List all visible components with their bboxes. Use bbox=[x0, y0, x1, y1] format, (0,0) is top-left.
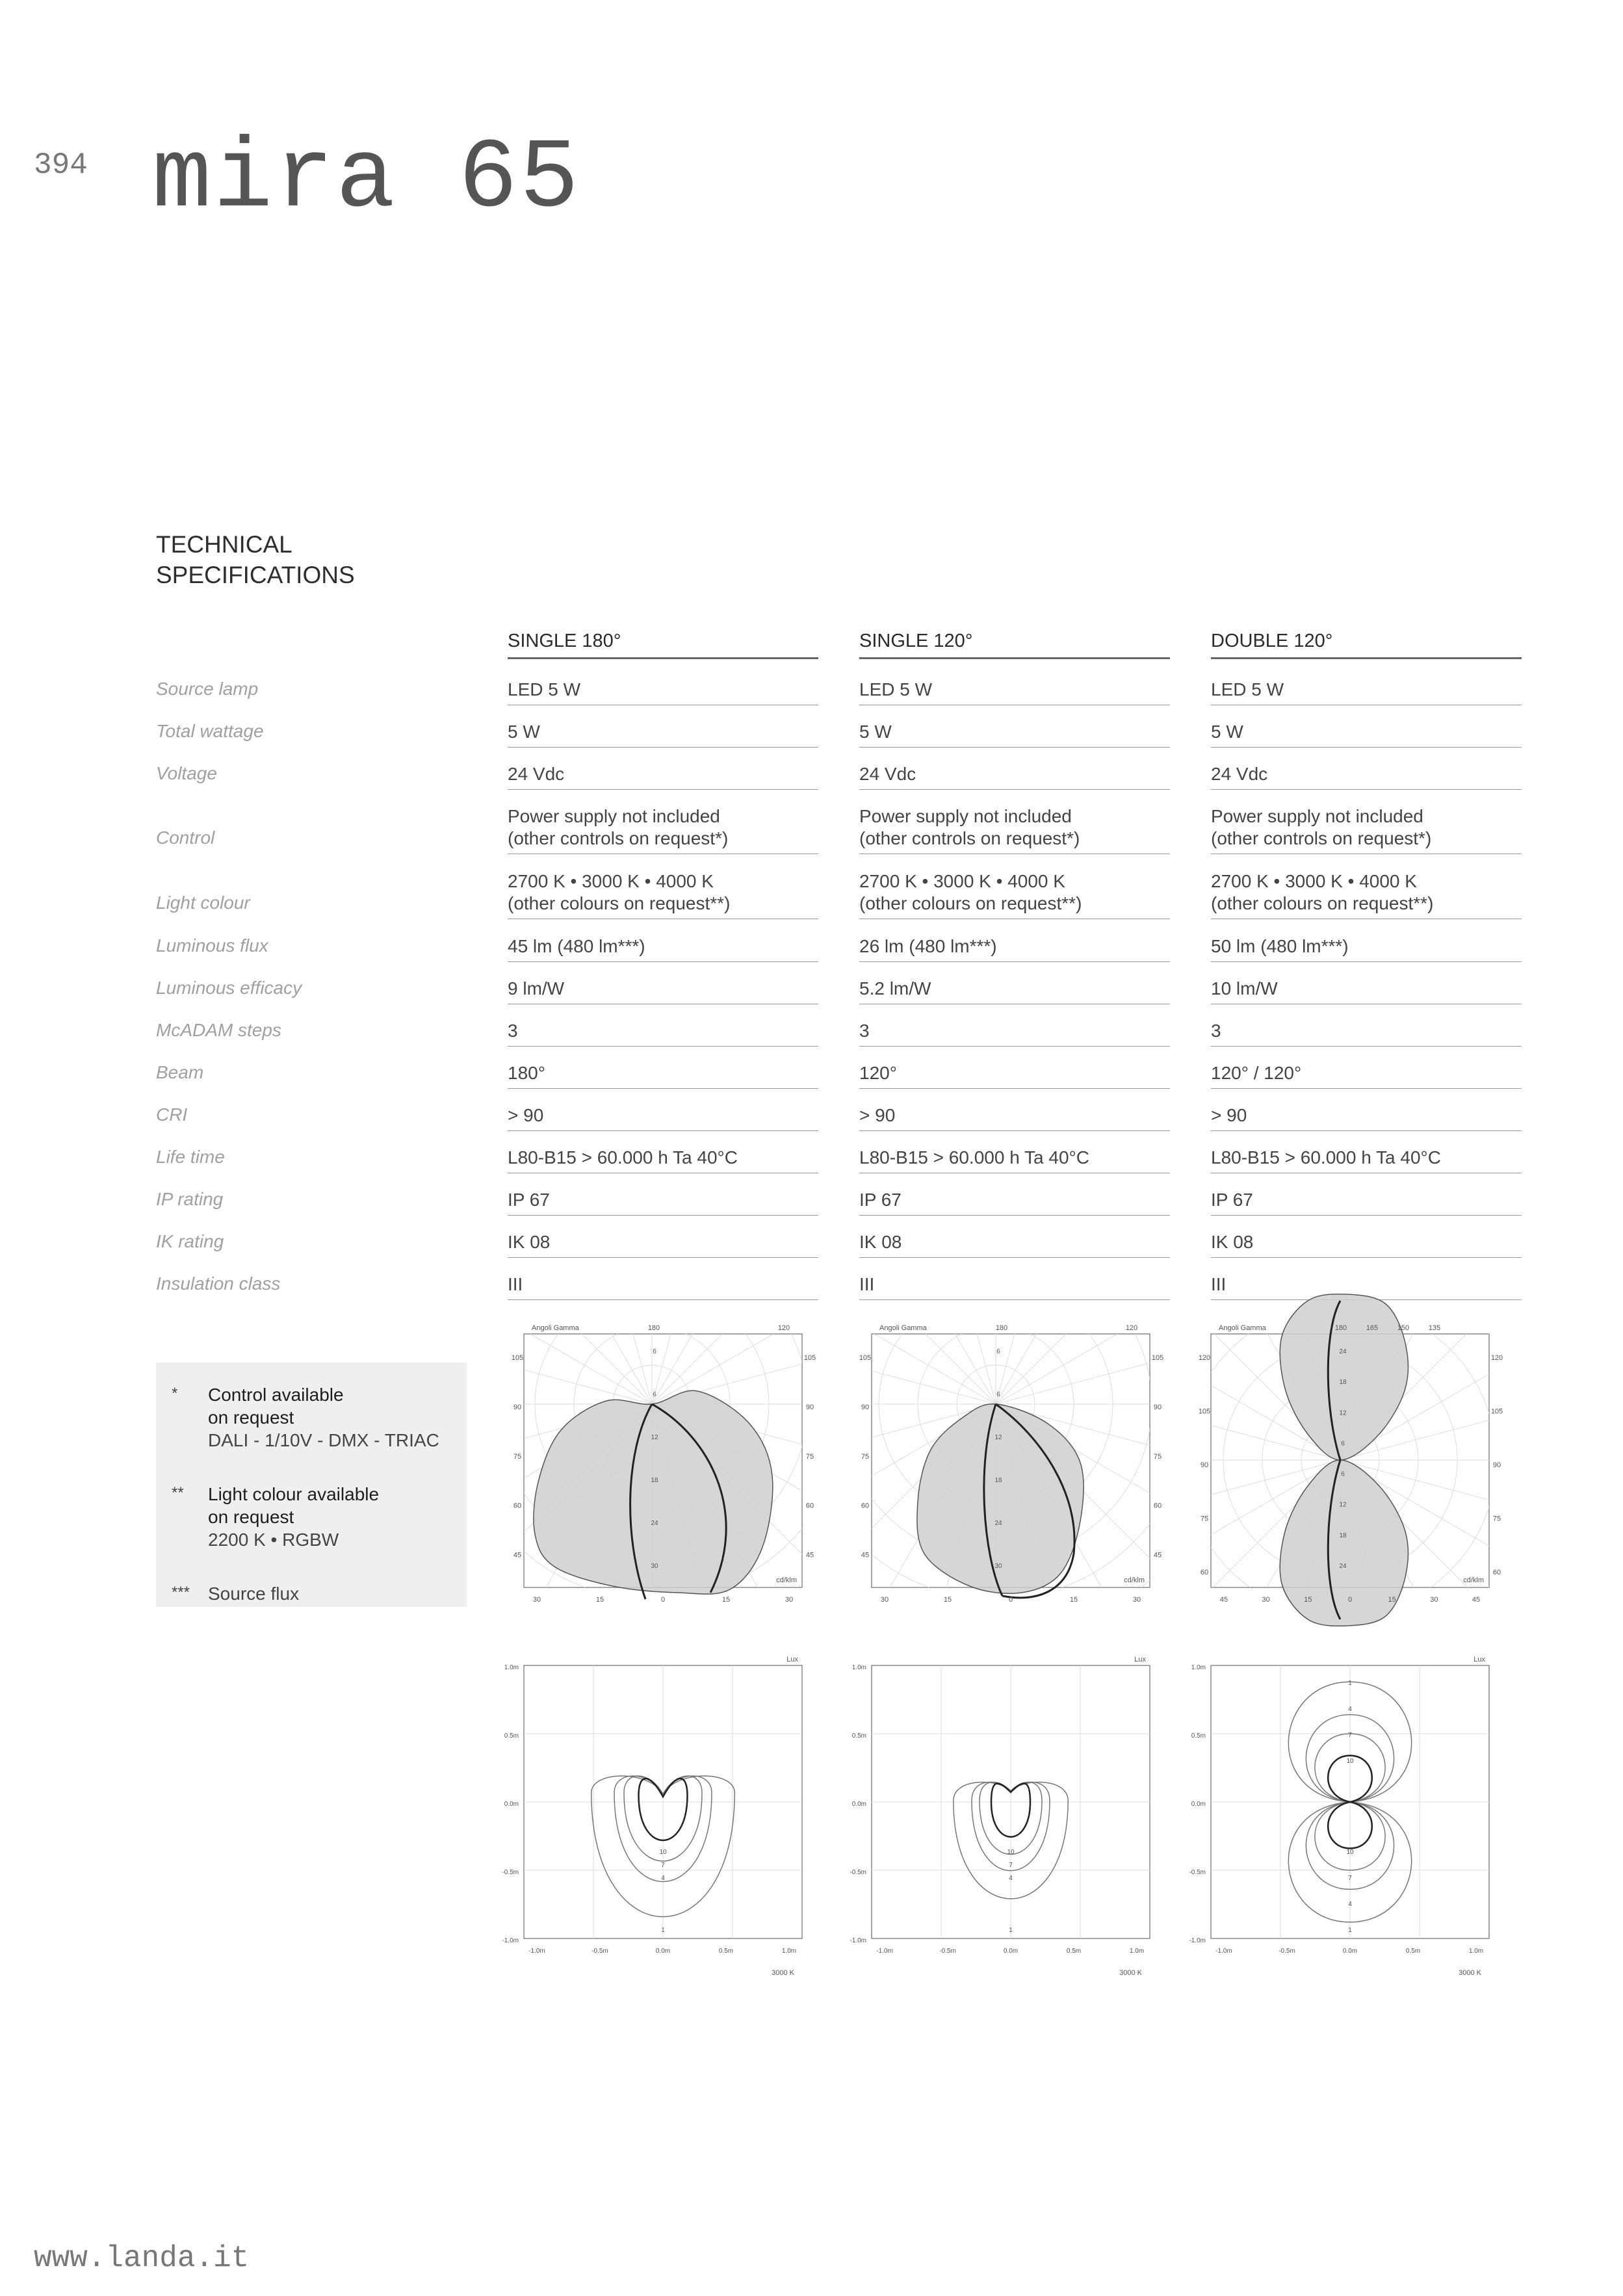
spec-value-line: 3 bbox=[859, 1021, 870, 1041]
spec-value-line: 2700 K • 3000 K • 4000 K bbox=[1211, 871, 1417, 891]
polar-angle-label: 180 bbox=[1334, 1324, 1347, 1332]
polar-angle-label: 15 bbox=[943, 1596, 952, 1604]
isolux-temp: 3000 K bbox=[772, 1969, 794, 1977]
polar-angle-label: 120 bbox=[1198, 1354, 1211, 1362]
polar-radial-label: 6 bbox=[996, 1348, 1000, 1355]
spec-value-line: 5 W bbox=[1211, 722, 1243, 742]
section-title-line: SPECIFICATIONS bbox=[156, 562, 355, 588]
polar-radial-label: 6 bbox=[1341, 1440, 1345, 1448]
polar-radial-label: 24 bbox=[1339, 1563, 1347, 1570]
isolux-tick: 0.5m bbox=[1066, 1948, 1082, 1955]
polar-radial-label: 18 bbox=[1339, 1532, 1347, 1539]
spec-value-line: 120° / 120° bbox=[1211, 1063, 1302, 1083]
polar-radial-label: 24 bbox=[651, 1520, 658, 1527]
isolux-contour-label: 1 bbox=[1009, 1927, 1013, 1934]
polar-angle-label: 75 bbox=[805, 1452, 814, 1461]
isolux-contour-label: 1 bbox=[661, 1927, 665, 1934]
polar-angle-label: 165 bbox=[1366, 1324, 1379, 1332]
spec-value-line: 3 bbox=[1211, 1021, 1221, 1041]
spec-value-line: LED 5 W bbox=[508, 679, 581, 699]
spec-value-line: III bbox=[1211, 1274, 1227, 1294]
isolux-contour-label: 4 bbox=[661, 1875, 665, 1882]
polar-angle-label: 75 bbox=[861, 1452, 870, 1461]
spec-value-line: (other controls on request*) bbox=[508, 828, 729, 848]
polar-angle-label: 60 bbox=[805, 1502, 814, 1510]
spec-value-line: L80-B15 > 60.000 h Ta 40°C bbox=[859, 1147, 1089, 1168]
isolux-contour-label: 10 bbox=[1346, 1758, 1354, 1765]
isolux-tick: 0.0m bbox=[504, 1801, 519, 1808]
isolux-tick: -1.0m bbox=[850, 1937, 866, 1944]
note-mark: *** bbox=[172, 1584, 190, 1601]
isolux-contour-label: 10 bbox=[1346, 1849, 1354, 1856]
column-header: DOUBLE 120° bbox=[1211, 631, 1522, 659]
polar-angle-label: 150 bbox=[1397, 1324, 1410, 1332]
isolux-tick: -0.5m bbox=[1279, 1948, 1295, 1955]
spec-value-line: 50 lm (480 lm***) bbox=[1211, 936, 1349, 956]
isolux-tick: 1.0m bbox=[1191, 1664, 1206, 1671]
spec-value-line: Power supply not included bbox=[1211, 806, 1423, 826]
isolux-tick: -0.5m bbox=[591, 1948, 608, 1955]
isolux-contour-label: 7 bbox=[661, 1862, 665, 1869]
isolux-contour-label: 7 bbox=[1348, 1732, 1352, 1739]
polar-angle-label: 105 bbox=[803, 1354, 816, 1362]
polar-radial-label: 12 bbox=[1339, 1409, 1347, 1417]
polar-angle-label: 45 bbox=[805, 1551, 814, 1559]
polar-angle-label: 90 bbox=[513, 1403, 522, 1411]
polar-radial-label: 12 bbox=[994, 1434, 1002, 1441]
polar-angle-label: 60 bbox=[1153, 1502, 1162, 1510]
polar-angle-label: 45 bbox=[1219, 1596, 1228, 1604]
polar-unit: cd/klm bbox=[1463, 1576, 1484, 1584]
polar-angle-label: 60 bbox=[861, 1502, 870, 1510]
spec-label: Life time bbox=[156, 1147, 225, 1167]
isolux-temp: 3000 K bbox=[1459, 1969, 1481, 1977]
isolux-tick: 0.0m bbox=[1003, 1948, 1019, 1955]
spec-label: Beam bbox=[156, 1062, 204, 1082]
spec-label: IP rating bbox=[156, 1189, 224, 1209]
spec-value-line: > 90 bbox=[1211, 1105, 1247, 1125]
column-header: SINGLE 120° bbox=[859, 631, 1170, 659]
note-mark: ** bbox=[172, 1484, 184, 1502]
isolux-tick: 0.0m bbox=[655, 1948, 671, 1955]
polar-angle-label: 75 bbox=[1200, 1515, 1209, 1523]
isolux-tick: 1.0m bbox=[781, 1948, 797, 1955]
polar-angle-label: 30 bbox=[532, 1596, 541, 1604]
isolux-contour-label: 10 bbox=[1007, 1849, 1015, 1856]
page-title: mira 65 bbox=[152, 123, 581, 235]
spec-label: Luminous flux bbox=[156, 935, 268, 956]
spec-label: Luminous efficacy bbox=[156, 978, 302, 998]
polar-radial-label: 30 bbox=[994, 1563, 1002, 1570]
polar-radial-label: 12 bbox=[1339, 1501, 1347, 1509]
polar-angle-label: 105 bbox=[1151, 1354, 1164, 1362]
spec-value-line: 45 lm (480 lm***) bbox=[508, 936, 645, 956]
spec-value-line: L80-B15 > 60.000 h Ta 40°C bbox=[508, 1147, 738, 1168]
polar-angle-label: 180 bbox=[647, 1324, 660, 1332]
spec-value-line: 2700 K • 3000 K • 4000 K bbox=[859, 871, 1065, 891]
spec-value-line: 5 W bbox=[859, 722, 892, 742]
polar-angle-label: 90 bbox=[1200, 1461, 1209, 1469]
note-line: 2200 K • RGBW bbox=[208, 1530, 339, 1550]
spec-label: IK rating bbox=[156, 1231, 224, 1251]
spec-value-line: IK 08 bbox=[859, 1232, 902, 1252]
spec-label: Voltage bbox=[156, 763, 217, 783]
isolux-contour-label: 1 bbox=[1348, 1680, 1352, 1687]
spec-value-line: 5.2 lm/W bbox=[859, 978, 931, 998]
polar-angle-label: 30 bbox=[1132, 1596, 1141, 1604]
spec-value-line: 5 W bbox=[508, 722, 540, 742]
polar-angle-label: 120 bbox=[777, 1324, 790, 1332]
polar-title: Angoli Gamma bbox=[1219, 1324, 1266, 1332]
polar-angle-label: 105 bbox=[511, 1354, 524, 1362]
polar-angle-label: 30 bbox=[785, 1596, 794, 1604]
isolux-tick: 1.0m bbox=[1129, 1948, 1145, 1955]
spec-value-line: III bbox=[859, 1274, 875, 1294]
isolux-contour-label: 4 bbox=[1348, 1706, 1352, 1713]
isolux-unit: Lux bbox=[786, 1656, 798, 1663]
isolux-tick: -0.5m bbox=[502, 1869, 519, 1876]
isolux-tick: -1.0m bbox=[502, 1937, 519, 1944]
spec-label: McADAM steps bbox=[156, 1020, 281, 1040]
spec-value-line: 24 Vdc bbox=[1211, 764, 1268, 784]
isolux-contour-label: 4 bbox=[1348, 1901, 1352, 1908]
polar-radial-label: 18 bbox=[994, 1477, 1002, 1484]
polar-angle-label: 45 bbox=[1153, 1551, 1162, 1559]
spec-value-line: (other controls on request*) bbox=[1211, 828, 1432, 848]
spec-label: Insulation class bbox=[156, 1273, 281, 1294]
note-line: Source flux bbox=[208, 1584, 300, 1604]
isolux-contour-label: 7 bbox=[1009, 1862, 1013, 1869]
polar-unit: cd/klm bbox=[776, 1576, 797, 1584]
polar-unit: cd/klm bbox=[1124, 1576, 1145, 1584]
spec-label: Control bbox=[156, 828, 215, 848]
spec-value-line: 24 Vdc bbox=[859, 764, 916, 784]
polar-angle-label: 15 bbox=[1069, 1596, 1078, 1604]
isolux-contour-label: 1 bbox=[1348, 1927, 1352, 1934]
polar-radial-label: 6 bbox=[1341, 1470, 1345, 1478]
spec-value-line: IK 08 bbox=[1211, 1232, 1254, 1252]
polar-angle-label: 90 bbox=[1492, 1461, 1501, 1469]
isolux-contour-label: 7 bbox=[1348, 1875, 1352, 1882]
spec-value-line: 120° bbox=[859, 1063, 897, 1083]
spec-value-line: IP 67 bbox=[859, 1190, 902, 1210]
spec-value-line: L80-B15 > 60.000 h Ta 40°C bbox=[1211, 1147, 1441, 1168]
spec-value-line: IP 67 bbox=[508, 1190, 550, 1210]
polar-angle-label: 0 bbox=[1008, 1596, 1013, 1604]
isolux-tick: 0.5m bbox=[718, 1948, 734, 1955]
polar-radial-label: 24 bbox=[994, 1520, 1002, 1527]
isolux-tick: -1.0m bbox=[876, 1948, 893, 1955]
spec-label: Light colour bbox=[156, 893, 250, 913]
spec-label: Total wattage bbox=[156, 721, 264, 741]
spec-value-line: 26 lm (480 lm***) bbox=[859, 936, 997, 956]
polar-angle-label: 45 bbox=[1472, 1596, 1481, 1604]
isolux-tick: 0.0m bbox=[1191, 1801, 1206, 1808]
polar-angle-label: 15 bbox=[1388, 1596, 1396, 1604]
isolux-unit: Lux bbox=[1474, 1656, 1485, 1663]
spec-value-line: LED 5 W bbox=[1211, 679, 1284, 699]
polar-angle-label: 105 bbox=[1198, 1407, 1211, 1416]
note-mark: * bbox=[172, 1385, 178, 1402]
isolux-tick: -0.5m bbox=[1189, 1869, 1206, 1876]
spec-value-line: LED 5 W bbox=[859, 679, 933, 699]
polar-title: Angoli Gamma bbox=[879, 1324, 927, 1332]
polar-radial-label: 12 bbox=[651, 1434, 658, 1441]
spec-value-line: Power supply not included bbox=[859, 806, 1072, 826]
spec-value-line: 9 lm/W bbox=[508, 978, 565, 998]
polar-radial-label: 18 bbox=[651, 1477, 658, 1484]
polar-angle-label: 120 bbox=[1125, 1324, 1138, 1332]
spec-value-line: Power supply not included bbox=[508, 806, 720, 826]
section-title-line: TECHNICAL bbox=[156, 531, 292, 558]
isolux-tick: -1.0m bbox=[1189, 1937, 1206, 1944]
column-header: SINGLE 180° bbox=[508, 631, 818, 659]
isolux-tick: -0.5m bbox=[850, 1869, 866, 1876]
polar-angle-label: 15 bbox=[595, 1596, 604, 1604]
note-bold-line: on request bbox=[208, 1407, 294, 1428]
isolux-tick: 1.0m bbox=[1468, 1948, 1484, 1955]
polar-angle-label: 105 bbox=[1490, 1407, 1503, 1416]
spec-value-line: 180° bbox=[508, 1063, 545, 1083]
polar-radial-label: 24 bbox=[1339, 1348, 1347, 1355]
polar-angle-label: 15 bbox=[721, 1596, 731, 1604]
isolux-tick: 0.5m bbox=[851, 1732, 866, 1740]
polar-radial-label: 6 bbox=[653, 1348, 656, 1355]
spec-value-line: (other colours on request**) bbox=[508, 893, 731, 913]
isolux-tick: 1.0m bbox=[851, 1664, 866, 1671]
polar-angle-label: 75 bbox=[1153, 1452, 1162, 1461]
polar-angle-label: 15 bbox=[1304, 1596, 1312, 1604]
polar-angle-label: 120 bbox=[1490, 1354, 1503, 1362]
spec-value-line: (other colours on request**) bbox=[1211, 893, 1434, 913]
isolux-tick: 0.5m bbox=[1405, 1948, 1421, 1955]
isolux-tick: 0.5m bbox=[504, 1732, 519, 1740]
spec-value-line: III bbox=[508, 1274, 523, 1294]
polar-radial-label: 6 bbox=[653, 1391, 656, 1398]
polar-angle-label: 75 bbox=[513, 1452, 522, 1461]
isolux-tick: 1.0m bbox=[504, 1664, 519, 1671]
polar-angle-label: 90 bbox=[805, 1403, 814, 1411]
isolux-tick: 0.0m bbox=[1342, 1948, 1358, 1955]
polar-radial-label: 6 bbox=[996, 1391, 1000, 1398]
polar-angle-label: 75 bbox=[1492, 1515, 1501, 1523]
page-number: 394 bbox=[34, 148, 88, 182]
polar-radial-label: 18 bbox=[1339, 1379, 1347, 1387]
spec-value-line: 3 bbox=[508, 1021, 518, 1041]
spec-value-line: IK 08 bbox=[508, 1232, 551, 1252]
polar-angle-label: 30 bbox=[880, 1596, 889, 1604]
spec-value-line: 2700 K • 3000 K • 4000 K bbox=[508, 871, 714, 891]
spec-value-line: > 90 bbox=[859, 1105, 896, 1125]
polar-angle-label: 30 bbox=[1430, 1596, 1438, 1604]
spec-value-line: (other colours on request**) bbox=[859, 893, 1082, 913]
spec-value-line: 24 Vdc bbox=[508, 764, 565, 784]
isolux-temp: 3000 K bbox=[1119, 1969, 1142, 1977]
isolux-tick: -1.0m bbox=[528, 1948, 545, 1955]
spec-label: Source lamp bbox=[156, 679, 259, 699]
polar-angle-label: 90 bbox=[861, 1403, 870, 1411]
isolux-tick: 0.0m bbox=[851, 1801, 866, 1808]
polar-radial-label: 30 bbox=[651, 1563, 658, 1570]
polar-angle-label: 45 bbox=[513, 1551, 522, 1559]
polar-angle-label: 180 bbox=[995, 1324, 1008, 1332]
isolux-tick: -0.5m bbox=[939, 1948, 956, 1955]
polar-angle-label: 60 bbox=[1200, 1569, 1209, 1576]
polar-angle-label: 60 bbox=[513, 1502, 522, 1510]
polar-angle-label: 135 bbox=[1428, 1324, 1441, 1332]
polar-angle-label: 30 bbox=[1262, 1596, 1270, 1604]
note-bold-line: Control available bbox=[208, 1385, 344, 1405]
polar-angle-label: 0 bbox=[1347, 1596, 1353, 1604]
isolux-unit: Lux bbox=[1134, 1656, 1146, 1663]
polar-angle-label: 0 bbox=[660, 1596, 666, 1604]
footer-url[interactable]: www.landa.it bbox=[34, 2241, 250, 2275]
spec-value-line: > 90 bbox=[508, 1105, 544, 1125]
polar-title: Angoli Gamma bbox=[532, 1324, 579, 1332]
polar-angle-label: 90 bbox=[1153, 1403, 1162, 1411]
note-bold-line: Light colour available bbox=[208, 1484, 380, 1504]
isolux-contour-label: 4 bbox=[1009, 1875, 1013, 1882]
isolux-tick: 0.5m bbox=[1191, 1732, 1206, 1740]
note-line: DALI - 1/10V - DMX - TRIAC bbox=[208, 1430, 439, 1450]
spec-value-line: 10 lm/W bbox=[1211, 978, 1278, 998]
spec-value-line: IP 67 bbox=[1211, 1190, 1253, 1210]
isolux-contour-label: 10 bbox=[659, 1849, 667, 1856]
polar-angle-label: 105 bbox=[859, 1354, 872, 1362]
isolux-tick: -1.0m bbox=[1215, 1948, 1232, 1955]
polar-angle-label: 45 bbox=[861, 1551, 870, 1559]
spec-label: CRI bbox=[156, 1104, 188, 1125]
note-bold-line: on request bbox=[208, 1507, 294, 1527]
polar-angle-label: 60 bbox=[1492, 1569, 1501, 1576]
spec-value-line: (other controls on request*) bbox=[859, 828, 1080, 848]
